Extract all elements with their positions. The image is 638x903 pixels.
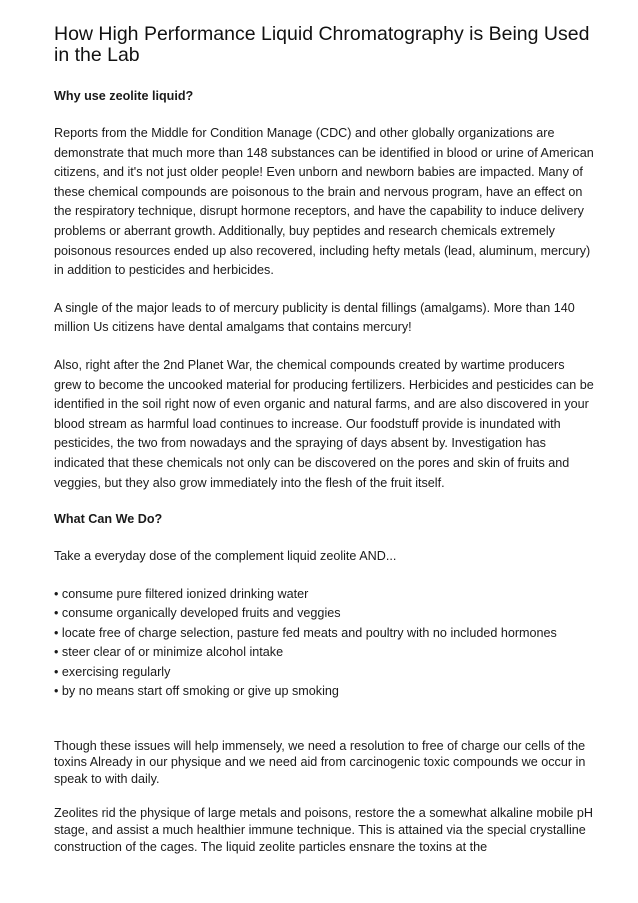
list-item: • consume pure filtered ionized drinking water [54,586,309,601]
paragraph-pesticides: Also, right after the 2nd Planet War, the chemical compounds created by wartime producers grew to become the uncooked material for producing fertilizers. Herbicides and pesticides can be identified in the soil right now of even organic and natural farms, and are also discovered in your blood stream as harmful load continues to increase. Our foodstuff provide is inundated with pesticides, the two from nowadays and the spraying of days absent by. Investigation has indicated that these chemicals not only can be discovered on the pores and skin of fruits and veggies, but they also grow immediately into the flesh of the fruit itself. [54,357,594,490]
list-item: • exercising regularly [54,664,171,679]
list-item: • by no means start off smoking or give up smoking [54,684,339,699]
document-title: How High Performance Liquid Chromatography is Being Used in the Lab [54,23,590,66]
paragraph-resolution: Though these issues will help immensely, we need a resolution to free of charge our cells of the toxins Already in our physique and we need aid from carcinogenic toxic compounds we occur in speak to with daily. [54,738,586,786]
list-item: • locate free of charge selection, pasture fed meats and poultry with no included hormones [54,625,557,640]
list-item: • steer clear of or minimize alcohol intake [54,645,284,660]
paragraph-cdc-reports: Reports from the Middle for Condition Manage (CDC) and other globally organizations are demonstrate that much more than 148 substances can be identified in blood or urine of American citizens, and it's not just older people! Even unborn and newborn babies are impacted. Many of these chemical compounds are poisonous to the brain and nervous program, have an effect on the respiratory technique, disrupt hormone receptors, and have the capability to induce delivery problems or aberrant growth. Additionally, buy peptides and research chemicals extremely poisonous resources ended up also recovered, including hefty metals (lead, aluminum, mercury) in addition to pesticides and herbicides. [54,126,594,278]
section-heading-what-can-we-do: What Can We Do? [54,512,163,527]
section-heading-why-zeolite: Why use zeolite liquid? [54,89,194,103]
paragraph-mercury-fillings: A single of the major leads to of mercury publicity is dental fillings (amalgams). More than 140 million Us citizens have dental amalgams that contains mercury! [54,300,575,335]
document-page [54,24,594,873]
paragraph-daily-dose: Take a everyday dose of the complement liquid zeolite AND... [54,549,397,564]
paragraph-zeolites-rid: Zeolites rid the physique of large metals and poisons, restore the a somewhat alkaline mobile pH stage, and assist a much healthier immune technique. This is attained via the special crystalline construction of the cages. The liquid zeolite particles ensnare the toxins at the [54,806,594,854]
recommendations-list [54,585,594,702]
list-item: • consume organically developed fruits and veggies [54,606,341,621]
